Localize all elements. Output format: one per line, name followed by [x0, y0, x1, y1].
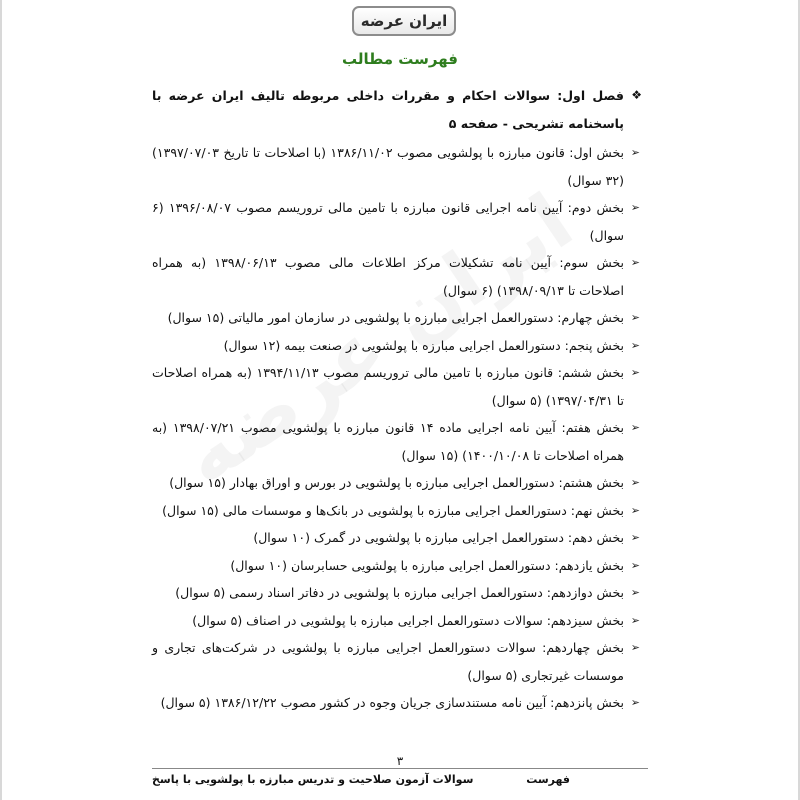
- toc-item-text: بخش سوم: آیین نامه تشکیلات مرکز اطلاعات مالی مصوب ۱۳۹۸/۰۶/۱۳ (به همراه اصلاحات تا ۱۳۹۸/۰۹/۱۳) (۶ سوال): [152, 255, 624, 298]
- arrow-bullet-icon: ➢: [630, 421, 640, 434]
- arrow-bullet-icon: ➢: [630, 558, 640, 572]
- footer-divider: [152, 768, 648, 769]
- toc-item-text: بخش چهاردهم: سوالات دستورالعمل اجرایی مبارزه با پولشویی در شرکت‌های تجاری و موسسات غیرتجاری (۵ سوال): [152, 640, 624, 683]
- arrow-bullet-icon: ➢: [630, 201, 640, 214]
- toc-item: [152, 634, 642, 689]
- toc-item: [152, 552, 642, 580]
- toc-item: [152, 497, 642, 525]
- logo-text: ایران عرضه: [360, 12, 448, 30]
- toc-item: [152, 524, 642, 552]
- toc-item: [152, 607, 642, 635]
- page-title: فهرست مطالب: [342, 50, 458, 68]
- toc-item-text: بخش چهارم: دستورالعمل اجرایی مبارزه با پولشویی در سازمان امور مالیاتی (۱۵ سوال): [167, 310, 624, 325]
- arrow-bullet-icon: ➢: [630, 366, 640, 379]
- toc-item-text: بخش پانزدهم: آیین نامه مستندسازی جریان وجوه در کشور مصوب ۱۳۸۶/۱۲/۲۲ (۵ سوال): [160, 695, 624, 710]
- toc-item-text: بخش هشتم: دستورالعمل اجرایی مبارزه با پولشویی در بورس و اوراق بهادار (۱۵ سوال): [169, 475, 624, 490]
- arrow-bullet-icon: ➢: [630, 476, 640, 489]
- arrow-bullet-icon: ➢: [630, 531, 640, 544]
- toc-item-text: بخش دوازدهم: دستورالعمل اجرایی مبارزه با پولشویی در دفاتر اسناد رسمی (۵ سوال): [175, 585, 624, 600]
- footer-book-title: سوالات آزمون صلاحیت و تدریس مبارزه با پولشویی با پاسخ: [152, 773, 474, 786]
- toc-item: [152, 689, 642, 717]
- toc-item: [152, 304, 642, 332]
- toc-item-text: بخش دوم: آیین نامه اجرایی قانون مبارزه با تامین مالی تروریسم مصوب ۱۳۹۶/۰۸/۰۷ (۶ سوال): [152, 200, 624, 243]
- toc-item-text: بخش یازدهم: دستورالعمل اجرایی مبارزه با پولشویی حسابرسان (۱۰ سوال): [230, 557, 624, 573]
- arrow-bullet-icon: ➢: [630, 696, 640, 709]
- toc-item: [152, 194, 642, 249]
- arrow-bullet-icon: ➢: [630, 311, 640, 324]
- brand-logo: [352, 6, 456, 36]
- toc-item-text: بخش دهم: دستورالعمل اجرایی مبارزه با پولشویی در گمرک (۱۰ سوال): [253, 530, 624, 545]
- arrow-bullet-icon: ➢: [630, 503, 640, 517]
- toc-content: [152, 82, 642, 717]
- toc-item-text: بخش ششم: قانون مبارزه با تامین مالی تروریسم مصوب ۱۳۹۴/۱۱/۱۳ (به همراه اصلاحات تا ۱۳۹۷/۰۴/۳۱) (۵ سوال): [152, 365, 624, 408]
- chapter-heading: [152, 82, 642, 137]
- arrow-bullet-icon: ➢: [630, 338, 640, 352]
- toc-item: [152, 139, 642, 194]
- diamond-bullet-icon: ❖: [631, 88, 642, 102]
- arrow-bullet-icon: ➢: [630, 146, 640, 159]
- chapter-title: فصل اول: سوالات احکام و مقررات داخلی مربوطه تالیف ایران عرضه با پاسخنامه تشریحی - صفحه ۵: [152, 88, 624, 131]
- toc-item-text: بخش سیزدهم: سوالات دستورالعمل اجرایی مبارزه با پولشویی در اصناف (۵ سوال): [192, 612, 624, 628]
- toc-item: [152, 249, 642, 304]
- arrow-bullet-icon: ➢: [630, 256, 640, 269]
- toc-item-text: بخش اول: قانون مبارزه با پولشویی مصوب ۱۳۸۶/۱۱/۰۲ (با اصلاحات تا تاریخ ۱۳۹۷/۰۷/۰۳) (۳۲ سوال): [152, 145, 624, 188]
- toc-item-text: بخش پنجم: دستورالعمل اجرایی مبارزه با پولشویی در صنعت بیمه (۱۲ سوال): [223, 337, 624, 353]
- arrow-bullet-icon: ➢: [630, 586, 640, 599]
- toc-item: [152, 469, 642, 497]
- toc-item-text: بخش نهم: دستورالعمل اجرایی مبارزه با پولشویی در بانک‌ها و موسسات مالی (۱۵ سوال): [162, 502, 624, 518]
- footer-section-label: فهرست: [526, 773, 570, 786]
- arrow-bullet-icon: ➢: [630, 641, 640, 654]
- toc-item-text: بخش هفتم: آیین نامه اجرایی ماده ۱۴ قانون مبارزه با پولشویی مصوب ۱۳۹۸/۰۷/۲۱ (به همراه اصلاحات تا ۱۴۰۰/۱۰/۰۸) (۱۵ سوال): [152, 420, 624, 463]
- toc-list: [152, 139, 642, 717]
- toc-item: [152, 579, 642, 607]
- toc-item: [152, 332, 642, 360]
- toc-item: [152, 414, 642, 469]
- toc-item: [152, 359, 642, 414]
- arrow-bullet-icon: ➢: [630, 613, 640, 627]
- page-number: ۳: [396, 754, 404, 768]
